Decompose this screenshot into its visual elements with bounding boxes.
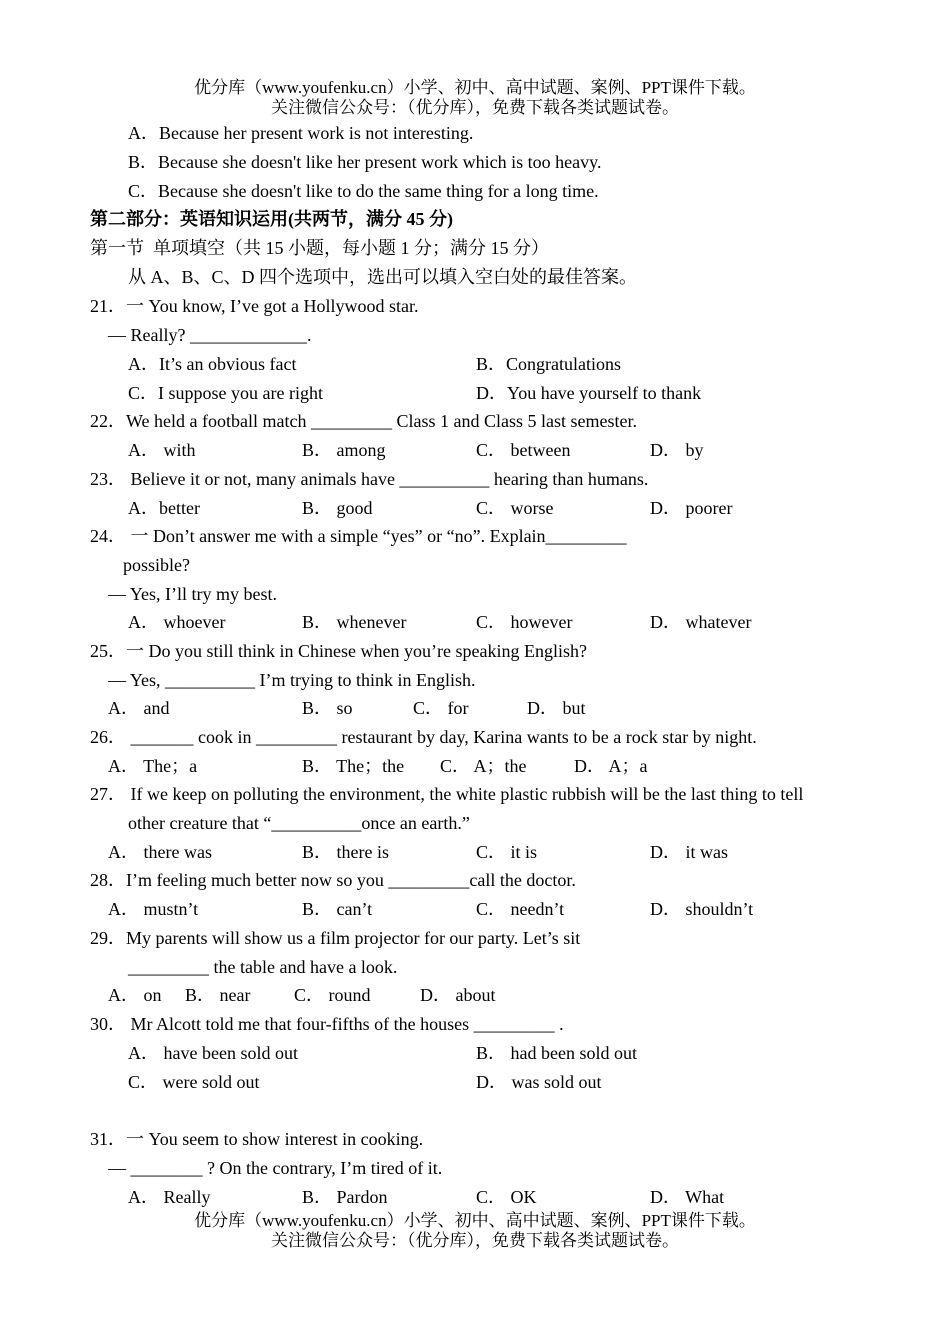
- question-stem: 21．一 You know, I’ve got a Hollywood star.: [90, 296, 419, 316]
- option-d: D． it was: [650, 842, 728, 862]
- option-d: D． poorer: [650, 498, 733, 518]
- option-c: C． needn’t: [476, 899, 565, 919]
- question-stem: 29．My parents will show us a film projector for our party. Let’s sit: [90, 928, 581, 948]
- question-stem: 25．一 Do you still think in Chinese when you’re speaking English?: [90, 641, 587, 661]
- option-a: A．Because her present work is not interesting.: [128, 123, 474, 143]
- question-stem: 22．We held a football match _________ Class 1 and Class 5 last semester.: [90, 411, 637, 431]
- question-stem-continued: other creature that “__________once an earth.”: [128, 813, 470, 833]
- option-b: B． good: [302, 498, 373, 518]
- option-c: C． were sold out: [128, 1072, 260, 1092]
- option-b: B． so: [302, 698, 353, 718]
- option-a: A． The；a: [108, 756, 198, 776]
- question-stem: 30． Mr Alcott told me that four-fifths of the houses _________ .: [90, 1014, 564, 1034]
- section-instruction: 从 A、B、C、D 四个选项中，选出可以填入空白处的最佳答案。: [128, 267, 638, 287]
- question-stem: 31．一 You seem to show interest in cooking.: [90, 1129, 424, 1149]
- option-a: A． have been sold out: [128, 1043, 298, 1063]
- question-reply: — Really? _____________.: [108, 325, 312, 345]
- question-stem-continued: possible?: [123, 555, 190, 575]
- question-stem: 24． 一 Don’t answer me with a simple “yes” or “no”. Explain_________: [90, 526, 627, 546]
- question-reply: — Yes, __________ I’m trying to think in English.: [108, 670, 476, 690]
- option-b: B． Pardon: [302, 1187, 388, 1207]
- option-b: B．Congratulations: [476, 354, 621, 374]
- option-b: B．Because she doesn't like her present work which is too heavy.: [128, 152, 602, 172]
- option-d: D． was sold out: [476, 1072, 602, 1092]
- option-d: D． What: [650, 1187, 725, 1207]
- option-c: C． between: [476, 440, 571, 460]
- footer-line-1: 优分库（www.youfenku.cn）小学、初中、高中试题、案例、PPT课件下载。: [194, 1211, 756, 1230]
- option-b: B． among: [302, 440, 386, 460]
- option-a: A． Really: [128, 1187, 211, 1207]
- option-d: D． A；a: [574, 756, 648, 776]
- option-c: C． A；the: [440, 756, 527, 776]
- option-c: C．I suppose you are right: [128, 383, 323, 403]
- option-d: D． whatever: [650, 612, 752, 632]
- option-b: B． there is: [302, 842, 389, 862]
- question-reply: — Yes, I’ll try my best.: [108, 584, 278, 604]
- section-title: 第一节 单项填空（共 15 小题，每小题 1 分；满分 15 分）: [90, 238, 549, 258]
- header-line-1: 优分库（www.youfenku.cn）小学、初中、高中试题、案例、PPT课件下载。: [194, 78, 756, 97]
- option-c: C． OK: [476, 1187, 537, 1207]
- option-a: A． on: [108, 985, 162, 1005]
- option-a: A．better: [128, 498, 200, 518]
- option-b: B． near: [185, 985, 251, 1005]
- option-c: C． for: [413, 698, 469, 718]
- option-c: C． round: [294, 985, 371, 1005]
- option-a: A． mustn’t: [108, 899, 199, 919]
- option-a: A． with: [128, 440, 196, 460]
- option-b: B． whenever: [302, 612, 407, 632]
- question-stem: 27． If we keep on polluting the environment, the white plastic rubbish will be the last thing to tell: [90, 784, 804, 804]
- option-a: A．It’s an obvious fact: [128, 354, 297, 374]
- part-title: 第二部分：英语知识运用(共两节，满分 45 分): [90, 209, 453, 229]
- option-c: C． it is: [476, 842, 538, 862]
- option-b: B． The；the: [302, 756, 405, 776]
- footer-line-2: 关注微信公众号：（优分库），免费下载各类试题试卷。: [271, 1231, 679, 1250]
- option-a: A． whoever: [128, 612, 226, 632]
- option-c: C．Because she doesn't like to do the same thing for a long time.: [128, 181, 599, 201]
- question-stem: 26． _______ cook in _________ restaurant by day, Karina wants to be a rock star by night.: [90, 727, 757, 747]
- question-stem: 28．I’m feeling much better now so you _________call the doctor.: [90, 870, 576, 890]
- option-b: B． had been sold out: [476, 1043, 637, 1063]
- question-reply: — ________ ? On the contrary, I’m tired of it.: [108, 1158, 443, 1178]
- option-d: D． about: [420, 985, 496, 1005]
- option-d: D． but: [527, 698, 586, 718]
- question-stem-continued: _________ the table and have a look.: [128, 957, 398, 977]
- option-c: C． however: [476, 612, 573, 632]
- option-d: D． shouldn’t: [650, 899, 754, 919]
- header-line-2: 关注微信公众号：（优分库），免费下载各类试题试卷。: [271, 98, 679, 117]
- option-b: B． can’t: [302, 899, 373, 919]
- option-c: C． worse: [476, 498, 554, 518]
- option-d: D． by: [650, 440, 704, 460]
- option-a: A． there was: [108, 842, 212, 862]
- option-a: A． and: [108, 698, 170, 718]
- option-d: D．You have yourself to thank: [476, 383, 702, 403]
- question-stem: 23． Believe it or not, many animals have __________ hearing than humans.: [90, 469, 649, 489]
